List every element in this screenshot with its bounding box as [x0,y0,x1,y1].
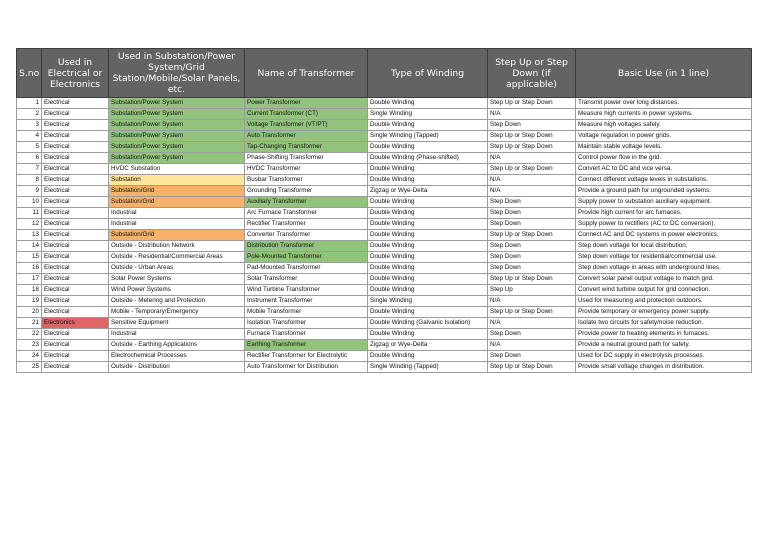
cell-sno[interactable]: 15 [17,252,42,263]
cell-name[interactable]: Grounding Transformer [245,186,368,197]
cell-name[interactable]: Tap-Changing Transformer [245,142,368,153]
cell-used-in[interactable]: Electrical [42,351,109,362]
cell-sno[interactable]: 18 [17,285,42,296]
table-row [17,197,752,208]
table-row [17,252,752,263]
cell-winding[interactable]: Double Winding [368,241,488,252]
cell-basic-use[interactable]: Convert AC to DC and vice versa. [576,164,752,175]
cell-basic-use[interactable]: Step down voltage for residential/commercial use. [576,252,752,263]
cell-used-in[interactable]: Electrical [42,175,109,186]
cell-context[interactable]: Industrial [109,219,245,230]
table-row [17,285,752,296]
header-winding[interactable]: Type of Winding [368,49,488,98]
cell-step[interactable]: Step Up or Step Down [488,98,576,109]
cell-context[interactable]: Electrochemical Processes [109,351,245,362]
table-row [17,230,752,241]
cell-used-in[interactable]: Electrical [42,263,109,274]
cell-sno[interactable]: 23 [17,340,42,351]
cell-winding[interactable]: Zigzag or Wye-Delta [368,186,488,197]
cell-winding[interactable]: Double Winding [368,197,488,208]
cell-sno[interactable]: 11 [17,208,42,219]
cell-winding[interactable]: Double Winding [368,307,488,318]
cell-name[interactable]: HVDC Transformer [245,164,368,175]
cell-step[interactable]: Step Up or Step Down [488,164,576,175]
cell-context[interactable]: Substation/Power System [109,120,245,131]
cell-sno[interactable]: 22 [17,329,42,340]
cell-used-in[interactable]: Electrical [42,230,109,241]
header-basic-use[interactable]: Basic Use (in 1 line) [576,49,752,98]
cell-step[interactable]: Step Down [488,219,576,230]
cell-basic-use[interactable]: Isolate two circuits for safety/noise reduction. [576,318,752,329]
cell-name[interactable]: Busbar Transformer [245,175,368,186]
table-row [17,142,752,153]
cell-basic-use[interactable]: Convert solar panel output voltage to match grid. [576,274,752,285]
cell-context[interactable]: Substation/Grid [109,197,245,208]
table-row [17,131,752,142]
cell-context[interactable]: Substation/Power System [109,131,245,142]
cell-winding[interactable]: Double Winding [368,329,488,340]
cell-step[interactable]: N/A [488,186,576,197]
table-row [17,164,752,175]
cell-winding[interactable]: Single Winding (Tapped) [368,131,488,142]
cell-basic-use[interactable]: Transmit power over long distances. [576,98,752,109]
cell-step[interactable]: Step Down [488,241,576,252]
cell-step[interactable]: Step Down [488,208,576,219]
cell-name[interactable]: Rectifier Transformer for Electrolytic [245,351,368,362]
cell-name[interactable]: Isolation Transformer [245,318,368,329]
cell-basic-use[interactable]: Provide power to heating elements in furnaces. [576,329,752,340]
cell-basic-use[interactable]: Provide small voltage changes in distribution. [576,362,752,373]
cell-winding[interactable]: Double Winding [368,285,488,296]
cell-context[interactable]: Outside - Earthing Applications [109,340,245,351]
table-row [17,153,752,164]
cell-used-in[interactable]: Electrical [42,274,109,285]
cell-context[interactable]: Substation/Grid [109,230,245,241]
cell-step[interactable]: Step Down [488,120,576,131]
cell-basic-use[interactable]: Provide a ground path for ungrounded systems. [576,186,752,197]
cell-used-in[interactable]: Electrical [42,197,109,208]
cell-used-in[interactable]: Electrical [42,340,109,351]
table-row [17,175,752,186]
cell-sno[interactable]: 12 [17,219,42,230]
cell-context[interactable]: Substation/Grid [109,186,245,197]
table-row [17,351,752,362]
cell-name[interactable]: Furnace Transformer [245,329,368,340]
cell-context[interactable]: Outside - Residential/Commercial Areas [109,252,245,263]
table-row [17,329,752,340]
cell-sno[interactable]: 2 [17,109,42,120]
header-used-in[interactable]: Used in Electrical or Electronics [42,49,109,98]
table-row [17,208,752,219]
cell-basic-use[interactable]: Provide temporary or emergency power supply. [576,307,752,318]
cell-step[interactable]: N/A [488,296,576,307]
cell-sno[interactable]: 16 [17,263,42,274]
cell-context[interactable]: Sensitive Equipment [109,318,245,329]
cell-basic-use[interactable]: Measure high currents in power systems. [576,109,752,120]
cell-context[interactable]: Solar Power Systems [109,274,245,285]
cell-context[interactable]: Industrial [109,329,245,340]
cell-name[interactable]: Wind Turbine Transformer [245,285,368,296]
cell-name[interactable]: Earthing Transformer [245,340,368,351]
cell-sno[interactable]: 3 [17,120,42,131]
cell-sno[interactable]: 24 [17,351,42,362]
cell-step[interactable]: Step Down [488,252,576,263]
cell-context[interactable]: Outside - Metering and Protection [109,296,245,307]
cell-step[interactable]: N/A [488,153,576,164]
cell-used-in[interactable]: Electrical [42,252,109,263]
cell-sno[interactable]: 5 [17,142,42,153]
cell-used-in[interactable]: Electrical [42,98,109,109]
cell-name[interactable]: Phase-Shifting Transformer [245,153,368,164]
cell-sno[interactable]: 6 [17,153,42,164]
cell-sno[interactable]: 10 [17,197,42,208]
cell-used-in[interactable]: Electrical [42,241,109,252]
transformer-table [16,48,752,373]
cell-basic-use[interactable]: Supply power to substation auxiliary equipment. [576,197,752,208]
cell-used-in[interactable]: Electrical [42,307,109,318]
cell-context[interactable]: Substation/Power System [109,142,245,153]
cell-sno[interactable]: 4 [17,131,42,142]
table-row [17,109,752,120]
cell-name[interactable]: Pole-Mounted Transformer [245,252,368,263]
table-row [17,263,752,274]
table-row [17,296,752,307]
cell-basic-use[interactable]: Convert wind turbine output for grid connection. [576,285,752,296]
table-row [17,318,752,329]
cell-sno[interactable]: 1 [17,98,42,109]
cell-name[interactable]: Instrument Transformer [245,296,368,307]
cell-name[interactable]: Solar Transformer [245,274,368,285]
cell-sno[interactable]: 19 [17,296,42,307]
cell-step[interactable]: N/A [488,318,576,329]
cell-context[interactable]: Wind Power Systems [109,285,245,296]
cell-basic-use[interactable]: Maintain stable voltage levels. [576,142,752,153]
header-sno[interactable]: S.no [17,49,42,98]
cell-basic-use[interactable]: Step down voltage for local distribution. [576,241,752,252]
cell-name[interactable]: Auto Transformer [245,131,368,142]
cell-basic-use[interactable]: Step down voltage in areas with underground lines. [576,263,752,274]
cell-name[interactable]: Pad-Mounted Transformer [245,263,368,274]
cell-used-in[interactable]: Electrical [42,186,109,197]
cell-basic-use[interactable]: Voltage regulation in power grids. [576,131,752,142]
cell-used-in[interactable]: Electrical [42,109,109,120]
cell-basic-use[interactable]: Provide a neutral ground path for safety. [576,340,752,351]
cell-winding[interactable]: Double Winding [368,263,488,274]
cell-sno[interactable]: 7 [17,164,42,175]
table-row [17,274,752,285]
cell-basic-use[interactable]: Connect AC and DC systems in power electronics. [576,230,752,241]
cell-sno[interactable]: 14 [17,241,42,252]
header-step[interactable]: Step Up or Step Down (if applicable) [488,49,576,98]
spreadsheet [16,48,752,373]
table-row [17,362,752,373]
cell-step[interactable]: Step Down [488,263,576,274]
cell-used-in[interactable]: Electrical [42,208,109,219]
cell-basic-use[interactable]: Used for measuring and protection outdoors. [576,296,752,307]
cell-context[interactable]: Outside - Urban Areas [109,263,245,274]
cell-step[interactable]: Step Up or Step Down [488,274,576,285]
cell-sno[interactable]: 8 [17,175,42,186]
cell-context[interactable]: Substation [109,175,245,186]
cell-basic-use[interactable]: Used for DC supply in electrolysis processes. [576,351,752,362]
cell-name[interactable]: Arc Furnace Transformer [245,208,368,219]
cell-winding[interactable]: Double Winding [368,351,488,362]
cell-context[interactable]: Mobile - Temporary/Emergency [109,307,245,318]
cell-winding[interactable]: Double Winding [368,142,488,153]
cell-step[interactable]: Step Up or Step Down [488,307,576,318]
table-row [17,307,752,318]
cell-winding[interactable]: Double Winding [368,98,488,109]
cell-context[interactable]: Substation/Power System [109,109,245,120]
cell-name[interactable]: Voltage Transformer (VT/PT) [245,120,368,131]
cell-used-in[interactable]: Electrical [42,329,109,340]
cell-winding[interactable]: Single Winding [368,296,488,307]
cell-sno[interactable]: 25 [17,362,42,373]
cell-winding[interactable]: Single Winding [368,109,488,120]
cell-basic-use[interactable]: Connect different voltage levels in substations. [576,175,752,186]
cell-step[interactable]: Step Up or Step Down [488,362,576,373]
cell-sno[interactable]: 21 [17,318,42,329]
cell-used-in[interactable]: Electrical [42,362,109,373]
cell-used-in[interactable]: Electronics [42,318,109,329]
cell-step[interactable]: Step Down [488,197,576,208]
cell-name[interactable]: Distribution Transformer [245,241,368,252]
cell-used-in[interactable]: Electrical [42,131,109,142]
cell-step[interactable]: Step Up or Step Down [488,230,576,241]
cell-winding[interactable]: Double Winding (Phase-shifted) [368,153,488,164]
cell-sno[interactable]: 17 [17,274,42,285]
cell-context[interactable]: Outside - Distribution [109,362,245,373]
cell-used-in[interactable]: Electrical [42,296,109,307]
cell-sno[interactable]: 13 [17,230,42,241]
cell-used-in[interactable]: Electrical [42,153,109,164]
cell-winding[interactable]: Double Winding (Galvanic Isolation) [368,318,488,329]
cell-name[interactable]: Converter Transformer [245,230,368,241]
header-context[interactable]: Used in Substation/Power System/Grid Station/Mobile/Solar Panels, etc. [109,49,245,98]
cell-winding[interactable]: Double Winding [368,274,488,285]
cell-winding[interactable]: Double Winding [368,120,488,131]
cell-winding[interactable]: Double Winding [368,208,488,219]
cell-step[interactable]: N/A [488,340,576,351]
cell-name[interactable]: Auxiliary Transformer [245,197,368,208]
table-row [17,120,752,131]
cell-basic-use[interactable]: Measure high voltages safely. [576,120,752,131]
cell-step[interactable]: Step Up or Step Down [488,142,576,153]
cell-name[interactable]: Rectifier Transformer [245,219,368,230]
cell-name[interactable]: Current Transformer (CT) [245,109,368,120]
cell-basic-use[interactable]: Supply power to rectifiers (AC to DC conversion). [576,219,752,230]
cell-winding[interactable]: Single Winding (Tapped) [368,362,488,373]
cell-context[interactable]: Substation/Power System [109,98,245,109]
cell-name[interactable]: Power Transformer [245,98,368,109]
cell-step[interactable]: Step Down [488,351,576,362]
cell-winding[interactable]: Double Winding [368,175,488,186]
cell-context[interactable]: Outside - Distribution Network [109,241,245,252]
cell-step[interactable]: Step Up or Step Down [488,131,576,142]
cell-used-in[interactable]: Electrical [42,142,109,153]
header-row [17,49,752,98]
cell-used-in[interactable]: Electrical [42,120,109,131]
cell-winding[interactable]: Double Winding [368,252,488,263]
cell-winding[interactable]: Zigzag or Wye-Delta [368,340,488,351]
cell-step[interactable]: Step Down [488,329,576,340]
cell-step[interactable]: N/A [488,109,576,120]
cell-sno[interactable]: 20 [17,307,42,318]
cell-used-in[interactable]: Electrical [42,164,109,175]
cell-step[interactable]: Step Up [488,285,576,296]
cell-context[interactable]: HVDC Substation [109,164,245,175]
cell-used-in[interactable]: Electrical [42,285,109,296]
cell-basic-use[interactable]: Provide high current for arc furnaces. [576,208,752,219]
cell-name[interactable]: Mobile Transformer [245,307,368,318]
table-row [17,98,752,109]
cell-used-in[interactable]: Electrical [42,219,109,230]
table-row [17,340,752,351]
cell-context[interactable]: Substation/Power System [109,153,245,164]
table-row [17,241,752,252]
cell-context[interactable]: Industrial [109,208,245,219]
cell-winding[interactable]: Double Winding [368,230,488,241]
cell-name[interactable]: Auto Transformer for Distribution [245,362,368,373]
cell-winding[interactable]: Double Winding [368,219,488,230]
cell-sno[interactable]: 9 [17,186,42,197]
header-name[interactable]: Name of Transformer [245,49,368,98]
cell-winding[interactable]: Double Winding [368,164,488,175]
table-row [17,186,752,197]
cell-basic-use[interactable]: Control power flow in the grid. [576,153,752,164]
cell-step[interactable]: N/A [488,175,576,186]
table-row [17,219,752,230]
table-body [17,98,752,373]
